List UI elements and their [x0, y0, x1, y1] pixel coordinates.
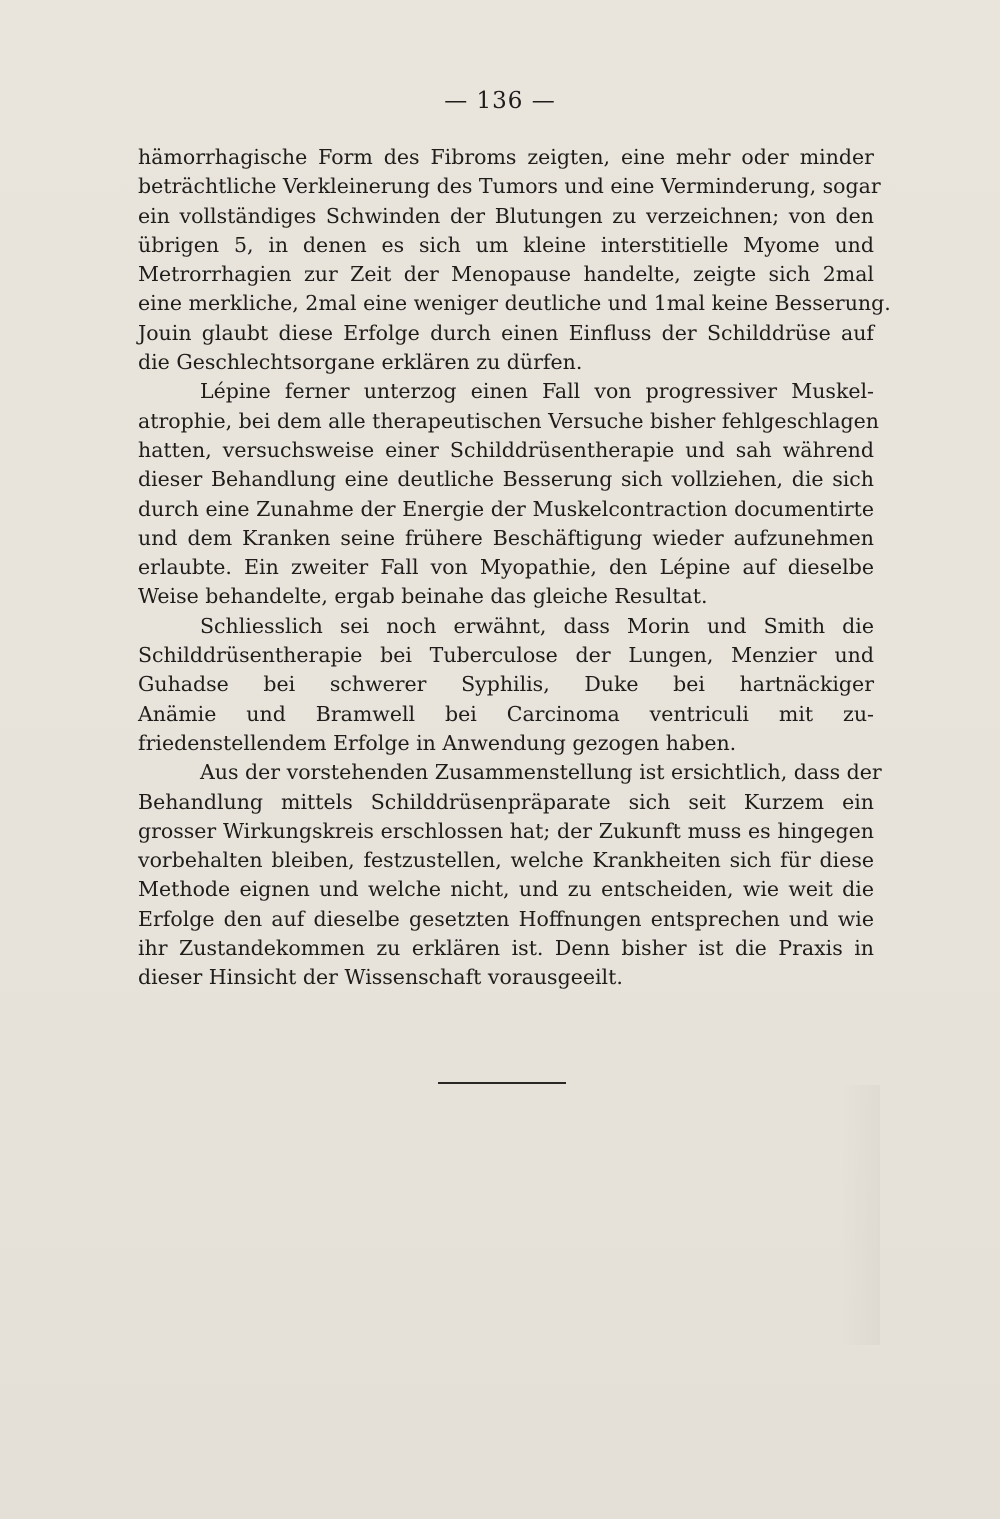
text-line: dieser Behandlung eine deutliche Besserung sich vollziehen, die sich [138, 467, 874, 492]
text-line: durch eine Zunahme der Energie der Muskelcontraction documentirte [138, 496, 874, 521]
page-edge-shade [840, 1085, 880, 1345]
text-line: Aus der vorstehenden Zusammenstellung ist ersichtlich, dass der [200, 760, 882, 785]
text-line: Anämie und Bramwell bei Carcinoma ventriculi mit zu- [138, 701, 874, 726]
text-line: Behandlung mittels Schilddrüsenpräparate sich seit Kurzem ein [138, 789, 874, 814]
text-line: übrigen 5, in denen es sich um kleine interstitielle Myome und [138, 232, 874, 257]
text-line: atrophie, bei dem alle therapeutischen Versuche bisher fehlgeschlagen [138, 408, 880, 433]
text-line: Jouin glaubt diese Erfolge durch einen Einfluss der Schilddrüse auf [138, 320, 874, 345]
text-line: beträchtliche Verkleinerung des Tumors und eine Verminderung, sogar [138, 174, 881, 199]
text-line: Schliesslich sei noch erwähnt, dass Morin und Smith die [200, 613, 874, 638]
text-line: ein vollständiges Schwinden der Blutungen zu verzeichnen; von den [138, 203, 874, 228]
text-line: Erfolge den auf dieselbe gesetzten Hoffnungen entsprechen und wie [138, 906, 874, 931]
text-line: Metrorrhagien zur Zeit der Menopause handelte, zeigte sich 2mal [138, 262, 874, 287]
text-line: grosser Wirkungskreis erschlossen hat; der Zukunft muss es hingegen [138, 818, 874, 843]
text-line: Lépine ferner unterzog einen Fall von progressiver Muskel- [200, 379, 874, 404]
text-line: die Geschlechtsorgane erklären zu dürfen. [138, 350, 583, 375]
text-line: Guhadse bei schwerer Syphilis, Duke bei hartnäckiger [138, 672, 874, 697]
text-line: und dem Kranken seine frühere Beschäftigung wieder aufzunehmen [138, 525, 874, 550]
text-line: Schilddrüsentherapie bei Tuberculose der Lungen, Menzier und [138, 643, 874, 668]
text-line: eine merkliche, 2mal eine weniger deutliche und 1mal keine Besserung. [138, 291, 891, 316]
page-number: — 136 — [444, 88, 556, 114]
text-line: Weise behandelte, ergab beinahe das gleiche Resultat. [138, 584, 708, 609]
section-end-rule [438, 1082, 566, 1084]
text-line: erlaubte. Ein zweiter Fall von Myopathie, den Lépine auf dieselbe [138, 555, 874, 580]
text-line: vorbehalten bleiben, festzustellen, welche Krankheiten sich für diese [138, 848, 874, 873]
body-text [138, 143, 891, 993]
text-line: dieser Hinsicht der Wissenschaft vorausgeeilt. [138, 965, 623, 990]
text-line: friedenstellendem Erfolge in Anwendung gezogen haben. [138, 730, 737, 755]
text-line: hämorrhagische Form des Fibroms zeigten, eine mehr oder minder [138, 145, 874, 169]
text-line: hatten, versuchsweise einer Schilddrüsentherapie und sah während [138, 437, 874, 462]
text-line: ihr Zustandekommen zu erklären ist. Denn bisher ist die Praxis in [138, 936, 874, 961]
text-line: Methode eignen und welche nicht, und zu entscheiden, wie weit die [138, 877, 874, 902]
